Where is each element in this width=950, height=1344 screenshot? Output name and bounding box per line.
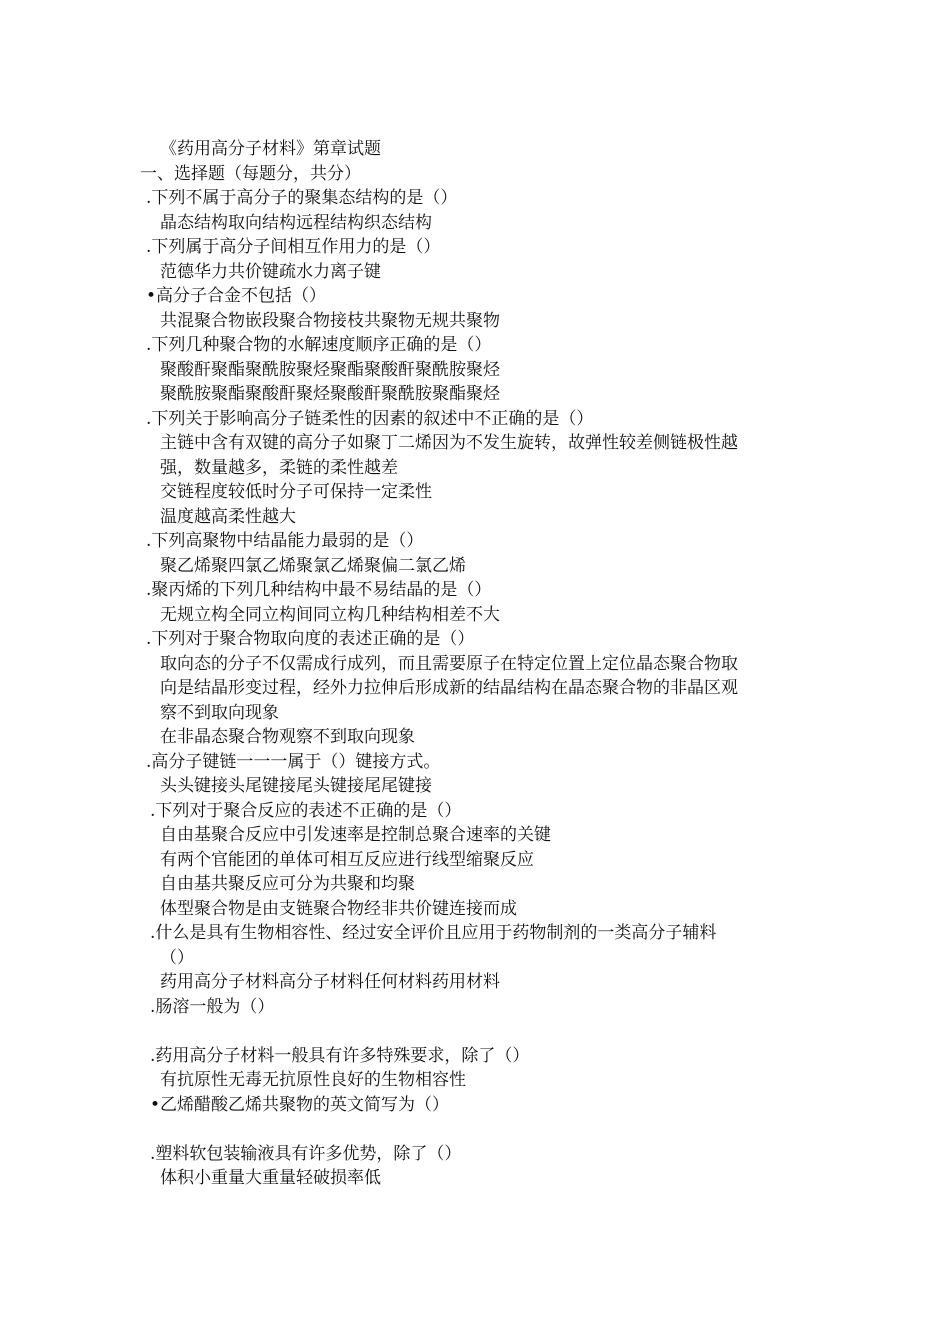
- question-text: .聚丙烯的下列几种结构中最不易结晶的是（）: [146, 580, 492, 600]
- option-text: 共混聚合物嵌段聚合物接枝共聚物无规共聚物: [160, 310, 500, 331]
- option-text: 聚酸酐聚酯聚酰胺聚烃聚酯聚酸酐聚酰胺聚烃: [160, 359, 500, 380]
- document-page: [0, 137, 950, 1191]
- blank-line: [0, 1019, 950, 1044]
- question-label: 高分子合金不包括（）: [156, 286, 326, 306]
- option-text: 在非晶态聚合物观察不到取向现象: [160, 727, 415, 747]
- option-text: 药用高分子材料高分子材料任何材料药用材料: [160, 972, 500, 992]
- question-text: .下列关于影响高分子链柔性的因素的叙述中不正确的是（）: [146, 408, 594, 429]
- option-text: 交链程度较低时分子可保持一定柔性: [160, 482, 432, 502]
- bullet-icon: •: [150, 1094, 161, 1115]
- option-text: 有两个官能团的单体可相互反应进行线型缩聚反应: [160, 849, 534, 870]
- question-text: .肠溶一般为（）: [150, 996, 275, 1017]
- option-text: 无规立构全同立构间同立构几种结构相差不大: [160, 604, 500, 625]
- bullet-icon: •: [146, 286, 157, 306]
- question-label: 乙烯醋酸乙烯共聚物的英文简写为（）: [160, 1094, 449, 1115]
- option-text: 察不到取向现象: [160, 702, 279, 723]
- option-text: 取向态的分子不仅需成行成列，而且需要原子在特定位置上定位晶态聚合物取: [160, 653, 738, 674]
- option-text: 有抗原性无毒无抗原性良好的生物相容性: [160, 1070, 466, 1090]
- option-text: 聚酰胺聚酯聚酸酐聚烃聚酸酐聚酰胺聚酯聚烃: [160, 384, 500, 404]
- option-text: 主链中含有双键的高分子如聚丁二烯因为不发生旋转，故弹性较差侧链极性越: [160, 433, 738, 453]
- question-text: .高分子键链一一一属于（）键接方式。: [146, 751, 441, 772]
- question-text: [0, 1093, 950, 1118]
- question-list: [0, 186, 950, 1191]
- question-text: .下列不属于高分子的聚集态结构的是（）: [146, 188, 458, 208]
- question-text: .下列属于高分子间相互作用力的是（）: [146, 237, 441, 257]
- question-text: .下列对于聚合反应的表述不正确的是（）: [150, 800, 462, 821]
- question-text: [0, 284, 950, 309]
- option-text: 头头键接头尾键接尾头键接尾尾键接: [160, 776, 432, 796]
- question-text: .下列高聚物中结晶能力最弱的是（）: [146, 531, 424, 551]
- document-title: 《药用高分子材料》第章试题: [160, 139, 381, 159]
- option-text: 自由基共聚反应可分为共聚和均聚: [160, 874, 415, 894]
- option-text: 体积小重量大重量轻破损率低: [160, 1168, 381, 1188]
- section-heading: 一、选择题（每题分，共分）: [140, 163, 361, 184]
- option-text: 向是结晶形变过程，经外力拉伸后形成新的结晶结构在晶态聚合物的非晶区观: [160, 678, 738, 698]
- option-text: 聚乙烯聚四氯乙烯聚氯乙烯聚偏二氯乙烯: [160, 555, 466, 576]
- option-text: 晶态结构取向结构远程结构织态结构: [160, 212, 432, 233]
- option-text: （）: [160, 947, 194, 968]
- question-text: .什么是具有生物相容性、经过安全评价且应用于药物制剂的一类高分子辅料: [150, 923, 717, 943]
- question-text: .塑料软包装输液具有许多优势，除了（）: [150, 1143, 462, 1164]
- option-text: 温度越高柔性越大: [160, 506, 296, 527]
- question-text: .药用高分子材料一般具有许多特殊要求，除了（）: [150, 1045, 530, 1066]
- question-text: .下列几种聚合物的水解速度顺序正确的是（）: [146, 335, 492, 355]
- option-text: 范德华力共价键疏水力离子键: [160, 261, 381, 282]
- option-text: 体型聚合物是由支链聚合物经非共价键连接而成: [160, 898, 517, 919]
- blank-line: [0, 1117, 950, 1142]
- question-text: .下列对于聚合物取向度的表述正确的是（）: [146, 629, 475, 649]
- option-text: 自由基聚合反应中引发速率是控制总聚合速率的关键: [160, 825, 551, 845]
- option-text: 强，数量越多，柔链的柔性越差: [160, 457, 398, 478]
